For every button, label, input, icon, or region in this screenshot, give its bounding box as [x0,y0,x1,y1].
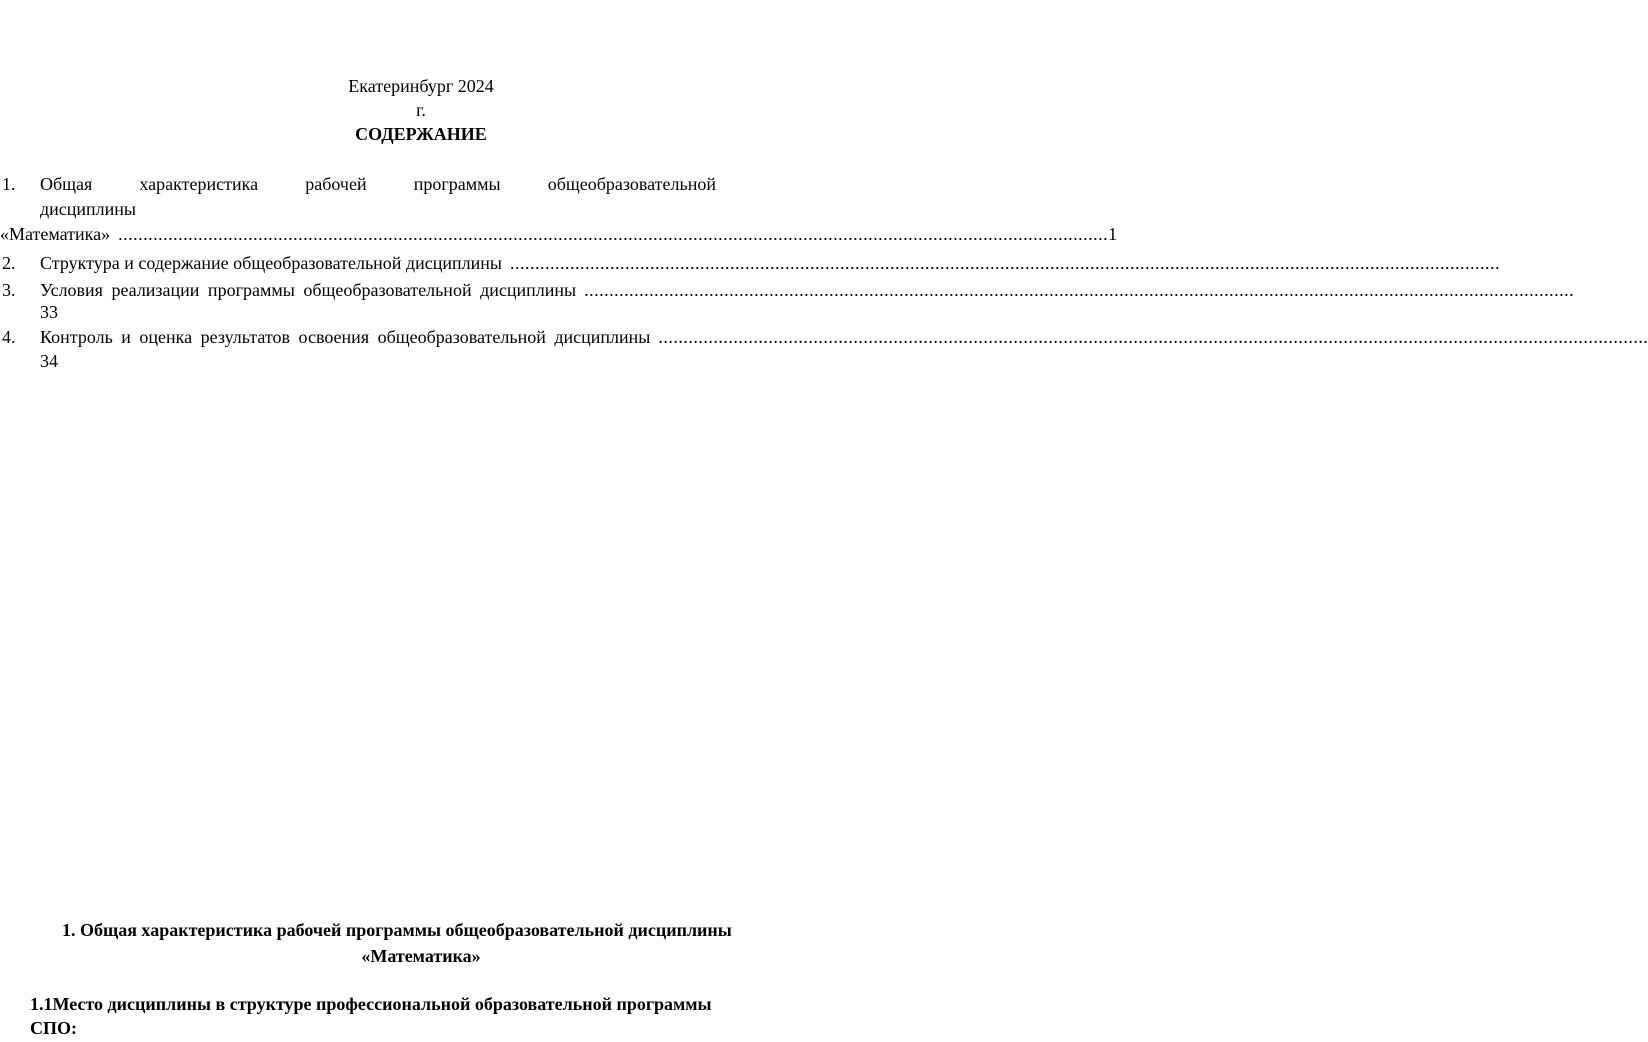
toc-leader-dots: ...................................................................................................................................................................................................... [658,327,1648,347]
toc-item-3[interactable] [0,280,1575,306]
toc-leader-dots: ...................................................................................................................................................................................................... [584,280,1575,300]
toc-item-3-page: 33 [40,302,58,322]
city-year-line: Екатеринбург 2024 [348,76,494,96]
subsection-heading: 1.1Место дисциплины в структуре профессиональной образовательной программы [30,994,712,1014]
toc-item-word: характеристика [139,174,259,194]
toc-item-text: Контроль и оценка результатов освоения общеобразовательной дисциплины [40,327,651,347]
toc-item-number: 2. [2,253,16,273]
section-subheading: «Математика» [361,946,481,966]
toc-item-word: программы [413,174,501,194]
toc-item-text: Условия реализации программы общеобразовательной дисциплины [40,280,577,300]
toc-item-1-last-line[interactable] [0,224,1118,245]
toc-item-page: 1 [1108,224,1118,244]
toc-title: СОДЕРЖАНИЕ [355,124,487,144]
year-suffix: г. [416,100,426,120]
toc-item-4-page: 34 [40,351,58,371]
toc-item-number: 1. [2,174,16,194]
toc-leader-dots: ...................................................................................................................................................................................................... [509,253,1500,273]
toc-item-text: Структура и содержание общеобразовательной дисциплины [40,253,502,273]
toc-leader-dots: ...................................................................................................................................................................................................... [118,224,1109,244]
toc-item-4[interactable] [0,327,1648,353]
toc-item-2[interactable] [0,253,1500,279]
toc-item-word: общеобразовательной [547,174,716,194]
toc-item-1[interactable] [0,174,816,200]
toc-item-number: 3. [2,280,16,300]
toc-item-word: рабочей [305,174,367,194]
toc-item-number: 4. [2,327,16,347]
section-heading: 1. Общая характеристика рабочей программы общеобразовательной дисциплины [62,920,732,940]
toc-item-word: Общая [40,174,93,194]
toc-item-1-continuation: дисциплины [40,199,137,219]
toc-item-text: «Математика» [0,224,111,244]
subsection-heading-continuation: СПО: [30,1018,77,1038]
